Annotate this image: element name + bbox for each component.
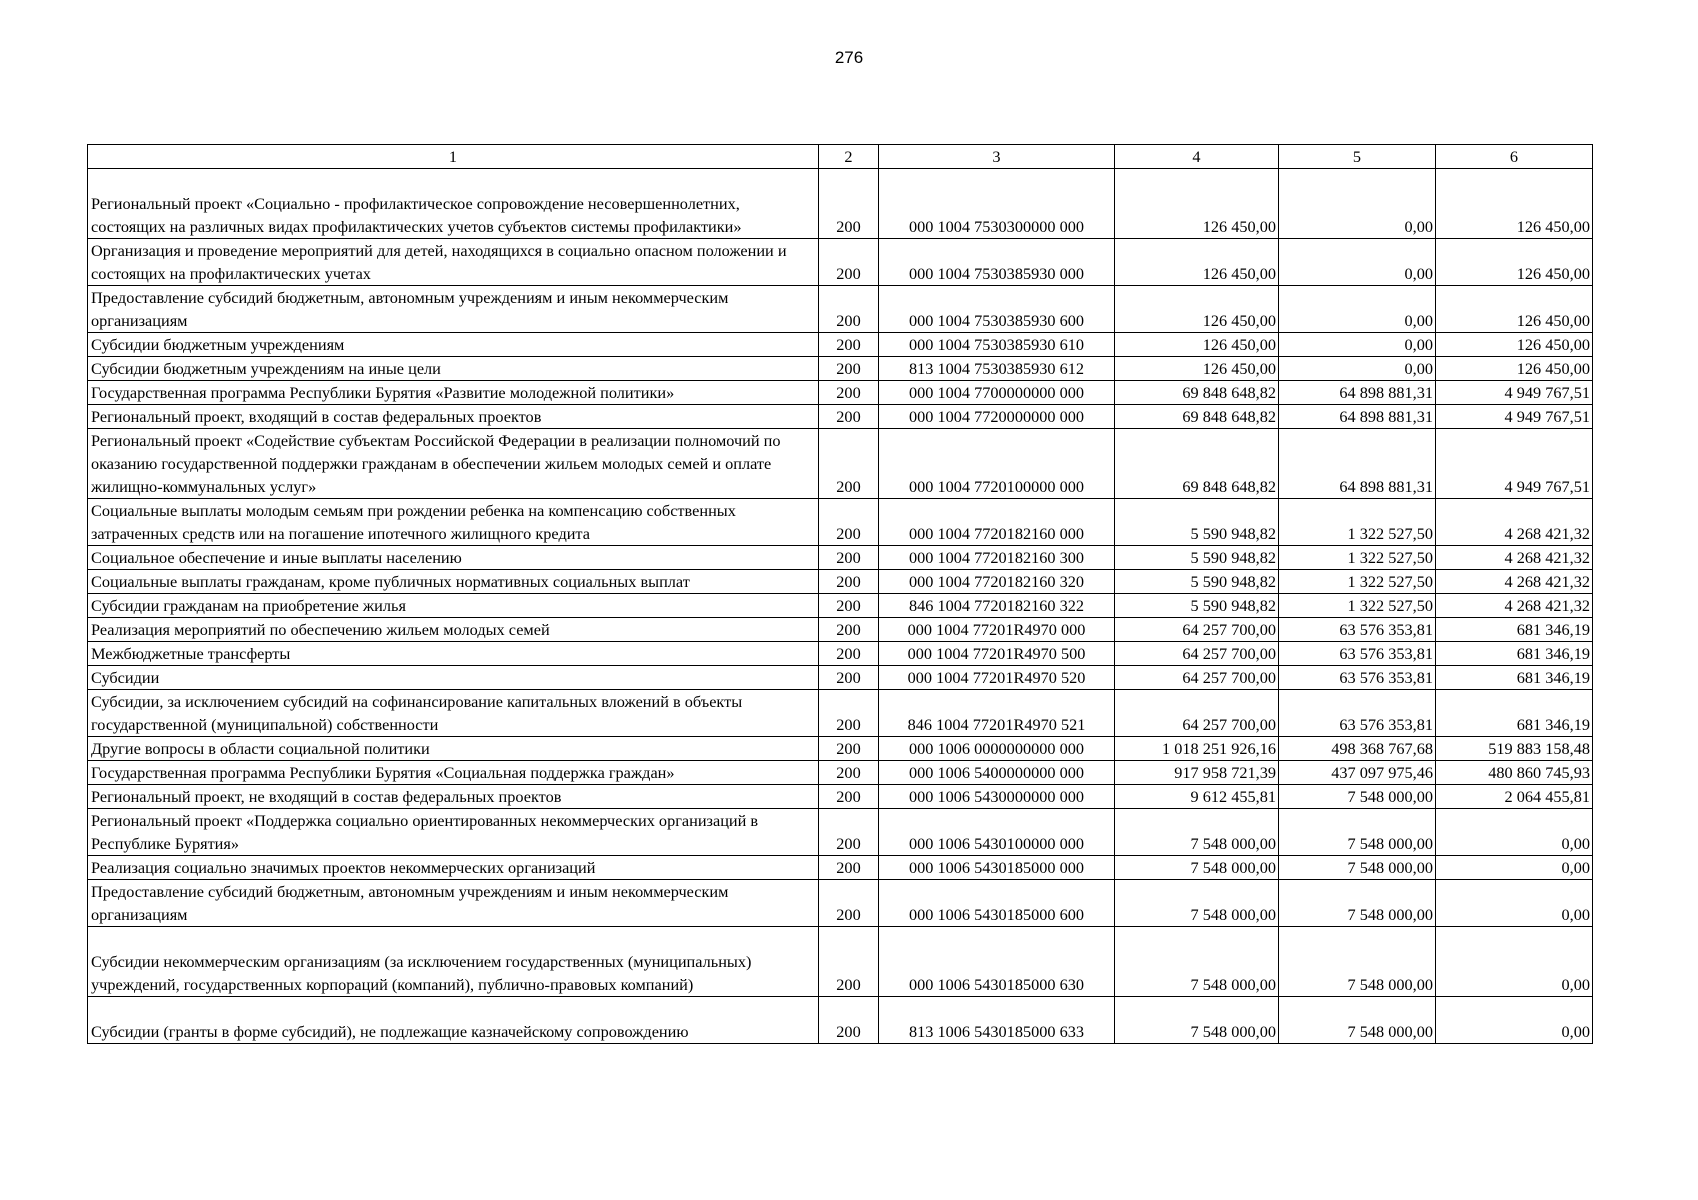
row-value-col6: 126 450,00: [1436, 239, 1593, 286]
row-value-col5: 1 322 527,50: [1279, 546, 1436, 570]
table-row: [88, 737, 1593, 761]
row-value-col5: 0,00: [1279, 286, 1436, 333]
table-row: [88, 927, 1593, 997]
row-code: 200: [819, 429, 879, 499]
row-value-col4: 126 450,00: [1115, 169, 1279, 239]
row-value-col6: 126 450,00: [1436, 286, 1593, 333]
table-row: [88, 381, 1593, 405]
row-value-col6: 681 346,19: [1436, 642, 1593, 666]
row-value-col5: 1 322 527,50: [1279, 570, 1436, 594]
row-classification: 000 1004 7720182160 320: [879, 570, 1115, 594]
row-name: Предоставление субсидий бюджетным, автономным учреждениям и иным некоммерческим организациям: [88, 286, 819, 333]
table-row: [88, 499, 1593, 546]
row-code: 200: [819, 737, 879, 761]
row-value-col5: 0,00: [1279, 239, 1436, 286]
row-value-col6: 4 268 421,32: [1436, 499, 1593, 546]
row-name: Субсидии гражданам на приобретение жилья: [88, 594, 819, 618]
row-value-col5: 1 322 527,50: [1279, 594, 1436, 618]
row-code: 200: [819, 286, 879, 333]
table-row: [88, 785, 1593, 809]
row-value-col5: 0,00: [1279, 357, 1436, 381]
row-value-col4: 5 590 948,82: [1115, 570, 1279, 594]
row-classification: 000 1006 5400000000 000: [879, 761, 1115, 785]
row-value-col5: 7 548 000,00: [1279, 856, 1436, 880]
row-value-col6: 480 860 745,93: [1436, 761, 1593, 785]
table-row: [88, 239, 1593, 286]
row-value-col6: 126 450,00: [1436, 333, 1593, 357]
row-value-col6: 4 268 421,32: [1436, 594, 1593, 618]
row-value-col6: 681 346,19: [1436, 666, 1593, 690]
row-name: Реализация мероприятий по обеспечению жильем молодых семей: [88, 618, 819, 642]
row-value-col4: 126 450,00: [1115, 239, 1279, 286]
row-value-col5: 63 576 353,81: [1279, 618, 1436, 642]
row-value-col4: 7 548 000,00: [1115, 809, 1279, 856]
row-value-col6: 0,00: [1436, 927, 1593, 997]
column-header: 5: [1279, 145, 1436, 169]
column-number-row: [88, 145, 1593, 169]
row-classification: 000 1004 7530385930 610: [879, 333, 1115, 357]
row-value-col6: 681 346,19: [1436, 690, 1593, 737]
row-code: 200: [819, 666, 879, 690]
row-code: 200: [819, 809, 879, 856]
row-value-col5: 7 548 000,00: [1279, 809, 1436, 856]
table-row: [88, 642, 1593, 666]
row-value-col5: 7 548 000,00: [1279, 880, 1436, 927]
row-value-col4: 126 450,00: [1115, 286, 1279, 333]
row-value-col4: 69 848 648,82: [1115, 381, 1279, 405]
row-name: Другие вопросы в области социальной политики: [88, 737, 819, 761]
row-name: Субсидии бюджетным учреждениям на иные цели: [88, 357, 819, 381]
table-row: [88, 429, 1593, 499]
table-row: [88, 570, 1593, 594]
row-value-col6: 4 268 421,32: [1436, 546, 1593, 570]
row-name: Субсидии, за исключением субсидий на софинансирование капитальных вложений в объекты государственной (муниципальной) собственности: [88, 690, 819, 737]
row-classification: 000 1006 5430000000 000: [879, 785, 1115, 809]
row-name: Субсидии: [88, 666, 819, 690]
row-value-col6: 0,00: [1436, 880, 1593, 927]
row-name: Социальные выплаты молодым семьям при рождении ребенка на компенсацию собственных затраченных средств или на погашение ипотечного жилищного кредита: [88, 499, 819, 546]
row-classification: 000 1004 7530385930 600: [879, 286, 1115, 333]
row-value-col4: 64 257 700,00: [1115, 690, 1279, 737]
row-classification: 000 1006 5430100000 000: [879, 809, 1115, 856]
row-value-col6: 4 949 767,51: [1436, 405, 1593, 429]
row-code: 200: [819, 594, 879, 618]
row-name: Субсидии некоммерческим организациям (за исключением государственных (муниципальных) учреждений, государственных корпораций (компаний), публично-правовых компаний): [88, 927, 819, 997]
row-classification: 000 1004 7530300000 000: [879, 169, 1115, 239]
row-value-col6: 4 949 767,51: [1436, 429, 1593, 499]
row-value-col5: 7 548 000,00: [1279, 785, 1436, 809]
table-row: [88, 618, 1593, 642]
row-value-col5: 63 576 353,81: [1279, 666, 1436, 690]
row-code: 200: [819, 880, 879, 927]
row-name: Государственная программа Республики Бурятия «Социальная поддержка граждан»: [88, 761, 819, 785]
row-name: Региональный проект, входящий в состав федеральных проектов: [88, 405, 819, 429]
row-classification: 000 1004 7720182160 300: [879, 546, 1115, 570]
row-name: Социальные выплаты гражданам, кроме публичных нормативных социальных выплат: [88, 570, 819, 594]
table-row: [88, 546, 1593, 570]
row-value-col5: 0,00: [1279, 169, 1436, 239]
row-value-col5: 63 576 353,81: [1279, 642, 1436, 666]
row-value-col4: 917 958 721,39: [1115, 761, 1279, 785]
row-classification: 000 1006 5430185000 600: [879, 880, 1115, 927]
page-number: 276: [834, 48, 864, 67]
row-value-col4: 64 257 700,00: [1115, 666, 1279, 690]
row-name: Государственная программа Республики Бурятия «Развитие молодежной политики»: [88, 381, 819, 405]
table-row: [88, 856, 1593, 880]
row-classification: 813 1006 5430185000 633: [879, 997, 1115, 1044]
row-value-col5: 7 548 000,00: [1279, 997, 1436, 1044]
column-header: 3: [879, 145, 1115, 169]
row-value-col4: 69 848 648,82: [1115, 405, 1279, 429]
row-value-col5: 63 576 353,81: [1279, 690, 1436, 737]
row-value-col4: 9 612 455,81: [1115, 785, 1279, 809]
row-value-col6: 0,00: [1436, 997, 1593, 1044]
row-value-col6: 0,00: [1436, 856, 1593, 880]
table-row: [88, 405, 1593, 429]
table-row: [88, 880, 1593, 927]
row-code: 200: [819, 357, 879, 381]
row-classification: 000 1004 7720000000 000: [879, 405, 1115, 429]
table-row: [88, 169, 1593, 239]
row-value-col6: 0,00: [1436, 809, 1593, 856]
row-classification: 000 1004 7720100000 000: [879, 429, 1115, 499]
row-code: 200: [819, 856, 879, 880]
table-body: [88, 145, 1593, 1044]
table-row: [88, 690, 1593, 737]
row-value-col4: 7 548 000,00: [1115, 856, 1279, 880]
row-code: 200: [819, 618, 879, 642]
row-value-col4: 64 257 700,00: [1115, 642, 1279, 666]
row-code: 200: [819, 546, 879, 570]
table-row: [88, 809, 1593, 856]
row-code: 200: [819, 927, 879, 997]
row-code: 200: [819, 499, 879, 546]
row-value-col4: 64 257 700,00: [1115, 618, 1279, 642]
row-code: 200: [819, 997, 879, 1044]
table-row: [88, 666, 1593, 690]
column-header: 4: [1115, 145, 1279, 169]
row-classification: 846 1004 7720182160 322: [879, 594, 1115, 618]
column-header: 1: [88, 145, 819, 169]
row-name: Региональный проект «Социально - профилактическое сопровождение несовершеннолетних, состоящих на различных видах профилактических учетов субъектов системы профилактики»: [88, 169, 819, 239]
row-value-col6: 2 064 455,81: [1436, 785, 1593, 809]
row-name: Социальное обеспечение и иные выплаты населению: [88, 546, 819, 570]
row-value-col4: 69 848 648,82: [1115, 429, 1279, 499]
row-name: Субсидии (гранты в форме субсидий), не подлежащие казначейскому сопровождению: [88, 997, 819, 1044]
row-value-col4: 5 590 948,82: [1115, 546, 1279, 570]
row-classification: 846 1004 77201R4970 521: [879, 690, 1115, 737]
row-classification: 000 1004 77201R4970 500: [879, 642, 1115, 666]
table-row: [88, 333, 1593, 357]
row-value-col4: 1 018 251 926,16: [1115, 737, 1279, 761]
row-code: 200: [819, 642, 879, 666]
table-row: [88, 286, 1593, 333]
row-code: 200: [819, 381, 879, 405]
row-value-col5: 7 548 000,00: [1279, 927, 1436, 997]
row-code: 200: [819, 333, 879, 357]
row-value-col5: 64 898 881,31: [1279, 429, 1436, 499]
row-name: Реализация социально значимых проектов некоммерческих организаций: [88, 856, 819, 880]
table-row: [88, 761, 1593, 785]
budget-table: [87, 144, 1593, 1044]
row-code: 200: [819, 785, 879, 809]
row-name: Региональный проект «Поддержка социально ориентированных некоммерческих организаций в Республике Бурятия»: [88, 809, 819, 856]
row-value-col6: 519 883 158,48: [1436, 737, 1593, 761]
row-value-col6: 681 346,19: [1436, 618, 1593, 642]
row-name: Региональный проект «Содействие субъектам Российской Федерации в реализации полномочий по оказанию государственной поддержки гражданам в обеспечении жильем молодых семей и оплате жилищно-коммунальных услуг»: [88, 429, 819, 499]
row-name: Субсидии бюджетным учреждениям: [88, 333, 819, 357]
row-value-col4: 5 590 948,82: [1115, 594, 1279, 618]
row-value-col4: 126 450,00: [1115, 357, 1279, 381]
row-value-col6: 126 450,00: [1436, 169, 1593, 239]
row-value-col5: 0,00: [1279, 333, 1436, 357]
row-value-col4: 126 450,00: [1115, 333, 1279, 357]
row-value-col5: 1 322 527,50: [1279, 499, 1436, 546]
row-classification: 000 1004 7720182160 000: [879, 499, 1115, 546]
row-code: 200: [819, 761, 879, 785]
column-header: 2: [819, 145, 879, 169]
row-name: Межбюджетные трансферты: [88, 642, 819, 666]
row-value-col5: 64 898 881,31: [1279, 381, 1436, 405]
table-row: [88, 997, 1593, 1044]
table-row: [88, 357, 1593, 381]
row-classification: 813 1004 7530385930 612: [879, 357, 1115, 381]
row-value-col4: 7 548 000,00: [1115, 880, 1279, 927]
row-name: Организация и проведение мероприятий для детей, находящихся в социально опасном положении и состоящих на профилактических учетах: [88, 239, 819, 286]
row-code: 200: [819, 239, 879, 286]
row-code: 200: [819, 169, 879, 239]
row-name: Предоставление субсидий бюджетным, автономным учреждениям и иным некоммерческим организациям: [88, 880, 819, 927]
row-classification: 000 1006 5430185000 000: [879, 856, 1115, 880]
row-classification: 000 1004 7530385930 000: [879, 239, 1115, 286]
row-classification: 000 1006 5430185000 630: [879, 927, 1115, 997]
row-code: 200: [819, 690, 879, 737]
row-value-col5: 437 097 975,46: [1279, 761, 1436, 785]
row-value-col5: 498 368 767,68: [1279, 737, 1436, 761]
row-value-col6: 4 268 421,32: [1436, 570, 1593, 594]
column-header: 6: [1436, 145, 1593, 169]
row-code: 200: [819, 570, 879, 594]
row-classification: 000 1004 77201R4970 000: [879, 618, 1115, 642]
row-classification: 000 1004 7700000000 000: [879, 381, 1115, 405]
row-value-col6: 4 949 767,51: [1436, 381, 1593, 405]
row-classification: 000 1004 77201R4970 520: [879, 666, 1115, 690]
row-value-col5: 64 898 881,31: [1279, 405, 1436, 429]
row-code: 200: [819, 405, 879, 429]
table-row: [88, 594, 1593, 618]
row-value-col4: 7 548 000,00: [1115, 927, 1279, 997]
row-value-col4: 5 590 948,82: [1115, 499, 1279, 546]
row-value-col6: 126 450,00: [1436, 357, 1593, 381]
row-name: Региональный проект, не входящий в состав федеральных проектов: [88, 785, 819, 809]
row-classification: 000 1006 0000000000 000: [879, 737, 1115, 761]
row-value-col4: 7 548 000,00: [1115, 997, 1279, 1044]
